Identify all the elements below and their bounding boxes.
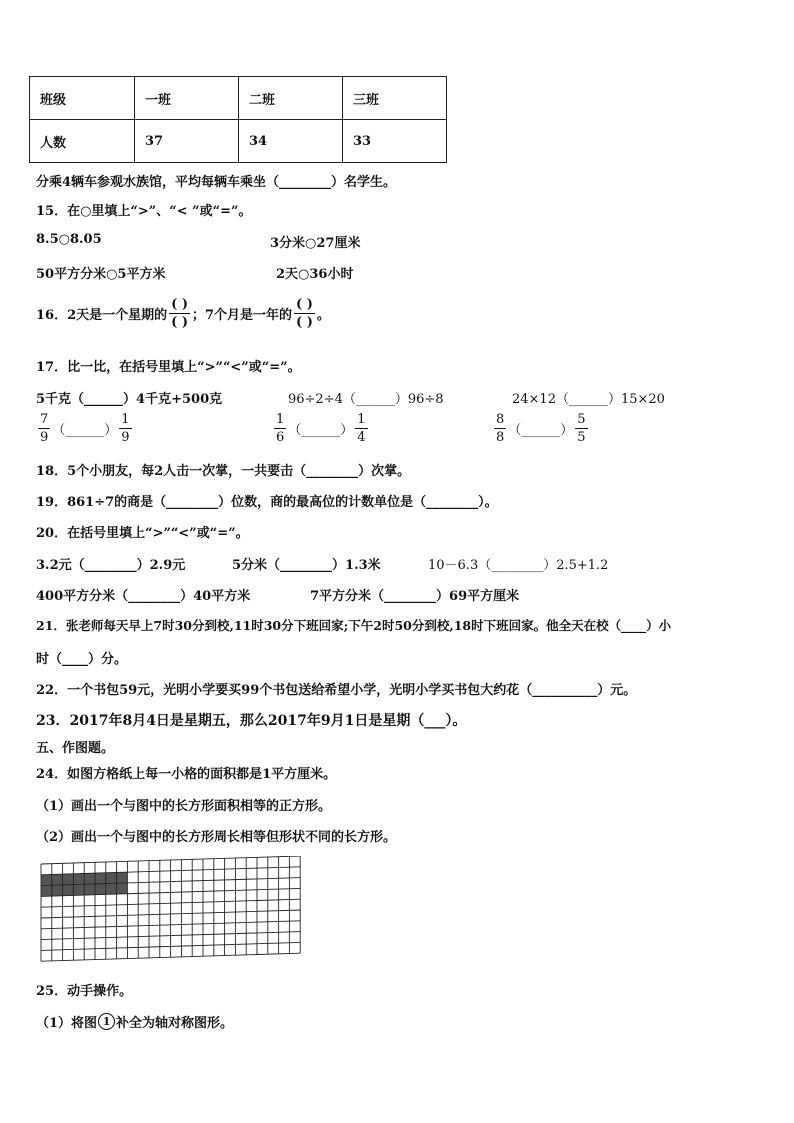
- blank-denominator: ( ): [296, 315, 313, 330]
- q25-text-a: （1）将图: [36, 1016, 98, 1031]
- blank-numerator: ( ): [296, 297, 313, 312]
- table-cell: 班级: [30, 77, 135, 120]
- q17-compare-2: [272, 411, 370, 446]
- shaded-cell: [106, 884, 117, 895]
- q15-d: 2天○36小时: [276, 267, 354, 282]
- shaded-cell: [95, 884, 106, 895]
- shaded-cell: [41, 886, 52, 897]
- shaded-cell: [117, 872, 128, 883]
- table-row: [30, 120, 447, 163]
- table-cell: 人数: [30, 120, 135, 163]
- q16-blank-fraction-2: [294, 296, 315, 331]
- q20-title: 20．在括号里填上“>”“<”或“=”。: [36, 526, 249, 541]
- table-cell: 一班: [135, 77, 239, 120]
- q15-c: 50平方分米○5平方米: [36, 267, 166, 282]
- shaded-cell: [73, 874, 84, 885]
- class-table: [29, 76, 447, 163]
- shaded-cell: [117, 883, 128, 894]
- q22: 22．一个书包59元，光明小学要买99个书包送给希望小学，光明小学买书包大约花（__________）元。: [36, 683, 637, 698]
- q18: 18．5个小朋友，每2人击一次掌，一共要击（________）次掌。: [36, 464, 411, 479]
- q16-text-a: 16．2天是一个星期的: [36, 308, 168, 323]
- q25-part-1: [36, 1012, 233, 1031]
- q15-a: 8.5○8.05: [36, 232, 102, 247]
- q20-e: 7平方分米（________）69平方厘米: [310, 589, 520, 604]
- fraction: $\frac{5}{5}$: [577, 412, 586, 445]
- q17-compare-3: [492, 411, 590, 446]
- fraction: $\frac{8}{8}$: [496, 412, 505, 445]
- table-cell: 37: [135, 120, 239, 163]
- square-grid: [40, 856, 304, 964]
- q20-c: 10－6.3（________）2.5+1.2: [428, 558, 609, 573]
- shaded-cell: [63, 874, 74, 885]
- q17-c: 24×12（______）15×20: [512, 392, 665, 407]
- q16-text-b: ；7个月是一年的: [191, 308, 293, 323]
- section-5-title: 五、作图题。: [36, 741, 115, 756]
- q20-d: 400平方分米（________）40平方米: [36, 589, 251, 604]
- fraction: $\frac{1}{6}$: [276, 412, 285, 445]
- shaded-cell: [84, 873, 95, 884]
- table-row: [30, 77, 447, 120]
- shaded-cell: [106, 873, 117, 884]
- q17-a: 5千克（______）4千克+500克: [36, 392, 223, 407]
- q25-text-b: 补全为轴对称图形。: [116, 1016, 234, 1031]
- shaded-cell: [41, 875, 52, 886]
- q14-tail: 分乘4辆车参观水族馆，平均每辆车乘坐（________）名学生。: [36, 175, 397, 190]
- table-cell: 二班: [239, 77, 343, 120]
- answer-blank: （______）: [508, 423, 574, 438]
- q25: 25．动手操作。: [36, 984, 133, 999]
- fraction: $\frac{1}{4}$: [357, 412, 366, 445]
- q15-b: 3分米○27厘米: [270, 236, 361, 251]
- q17-title: 17．比一比，在括号里填上“>”“<”或“=”。: [36, 360, 301, 375]
- q20-a: 3.2元（________）2.9元: [36, 558, 186, 573]
- q19: 19．861÷7的商是（________）位数，商的最高位的计数单位是（________）。: [36, 495, 498, 510]
- q16-blank-fraction-1: [169, 296, 190, 331]
- blank-denominator: ( ): [171, 315, 188, 330]
- q23: 23．2017年8月4日是星期五，那么2017年9月1日是星期（___）。: [36, 713, 467, 729]
- fraction: $\frac{7}{9}$: [40, 412, 49, 445]
- q16-text-c: 。: [316, 308, 330, 323]
- answer-blank: （______）: [288, 423, 354, 438]
- q20-b: 5分米（________）1.3米: [232, 558, 381, 573]
- q21-line-1: 21．张老师每天早上7时30分到校,11时30分下班回家;下午2时50分到校,18时下班回家。他全天在校（____）小: [36, 618, 672, 633]
- shaded-cell: [73, 885, 84, 896]
- shaded-cell: [84, 884, 95, 895]
- q17-compare-1: [36, 411, 134, 446]
- fraction: $\frac{1}{9}$: [121, 412, 130, 445]
- q24-part-1: （1）画出一个与图中的长方形面积相等的正方形。: [36, 799, 332, 814]
- q16: [36, 296, 330, 331]
- table-cell: 三班: [343, 77, 447, 120]
- table-cell: 34: [239, 120, 343, 163]
- q17-b: 96÷2÷4（______）96÷8: [288, 392, 444, 407]
- table-cell: 33: [343, 120, 447, 163]
- q15-title: 15．在○里填上“>”、“< ”或“=”。: [36, 204, 252, 219]
- shaded-cell: [95, 873, 106, 884]
- shaded-cell: [52, 874, 63, 885]
- shaded-cell: [52, 885, 63, 896]
- q21-line-2: 时（____）分。: [36, 652, 128, 667]
- shaded-cell: [63, 885, 74, 896]
- q24: 24．如图方格纸上每一小格的面积都是1平方厘米。: [36, 767, 337, 782]
- circled-number-1: 1: [98, 1013, 115, 1030]
- answer-blank: （______）: [52, 423, 118, 438]
- q24-part-2: （2）画出一个与图中的长方形周长相等但形状不同的长方形。: [36, 830, 397, 845]
- blank-numerator: ( ): [171, 297, 188, 312]
